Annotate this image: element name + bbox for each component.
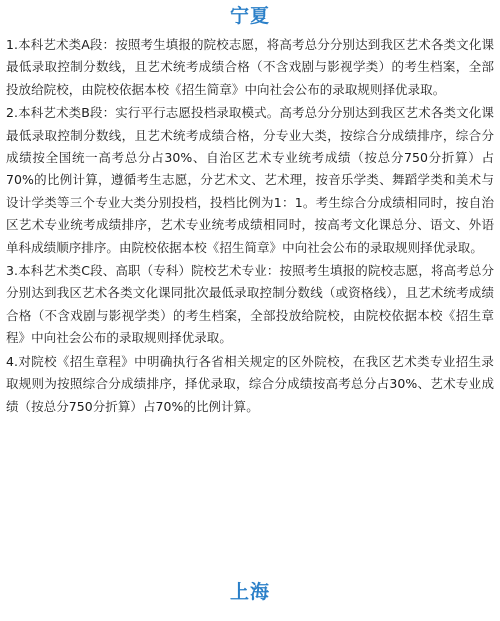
section-title-shanghai: 上海 <box>229 581 270 603</box>
paragraph-2: 2.本科艺术类B段：实行平行志愿投档录取模式。高考总分分别达到我区艺术各类文化课最低录取控制分数线，且艺术统考成绩合格，分专业大类，按综合分成绩排序，综合分成绩按全国统一高考总分占30%、自治区艺术专业统考成绩（按总分750分折算）占70%的比例计算，遵循考生志愿，分艺术文、艺术理，按音乐学类、舞蹈学类和美术与设计学类等三个专业大类分别投档，投档比例为1：1。考生综合分成绩相同时，按自治区艺术专业统考成绩排序，艺术专业统考成绩相同时，按高考文化课总分、语文、外语单科成绩顺序排序。由院校依据本校《招生简章》中向社会公布的录取规则择优录取。 <box>6 105 494 255</box>
section-body-ningxia <box>6 34 494 418</box>
section-title-ningxia: 宁夏 <box>229 5 270 27</box>
paragraph-3: 3.本科艺术类C段、高职（专科）院校艺术专业：按照考生填报的院校志愿，将高考总分分别达到我区艺术各类文化课同批次最低录取控制分数线（或资格线），且艺术统考成绩合格（不含戏剧与影视学类）的考生档案，全部投放给院校，由院校依据本校《招生章程》中向社会公布的录取规则择优录取。 <box>6 263 494 346</box>
paragraph-1: 1.本科艺术类A段：按照考生填报的院校志愿，将高考总分分别达到我区艺术各类文化课最低录取控制分数线，且艺术统考成绩合格（不含戏剧与影视学类）的考生档案，全部投放给院校，由院校依据本校《招生简章》中向社会公布的录取规则择优录取。 <box>6 37 494 97</box>
paragraph-4: 4.对院校《招生章程》中明确执行各省相关规定的区外院校，在我区艺术类专业招生录取规则为按照综合分成绩排序，择优录取，综合分成绩按高考总分占30%、艺术专业成绩（按总分750分折算）占70%的比例计算。 <box>6 353 494 414</box>
